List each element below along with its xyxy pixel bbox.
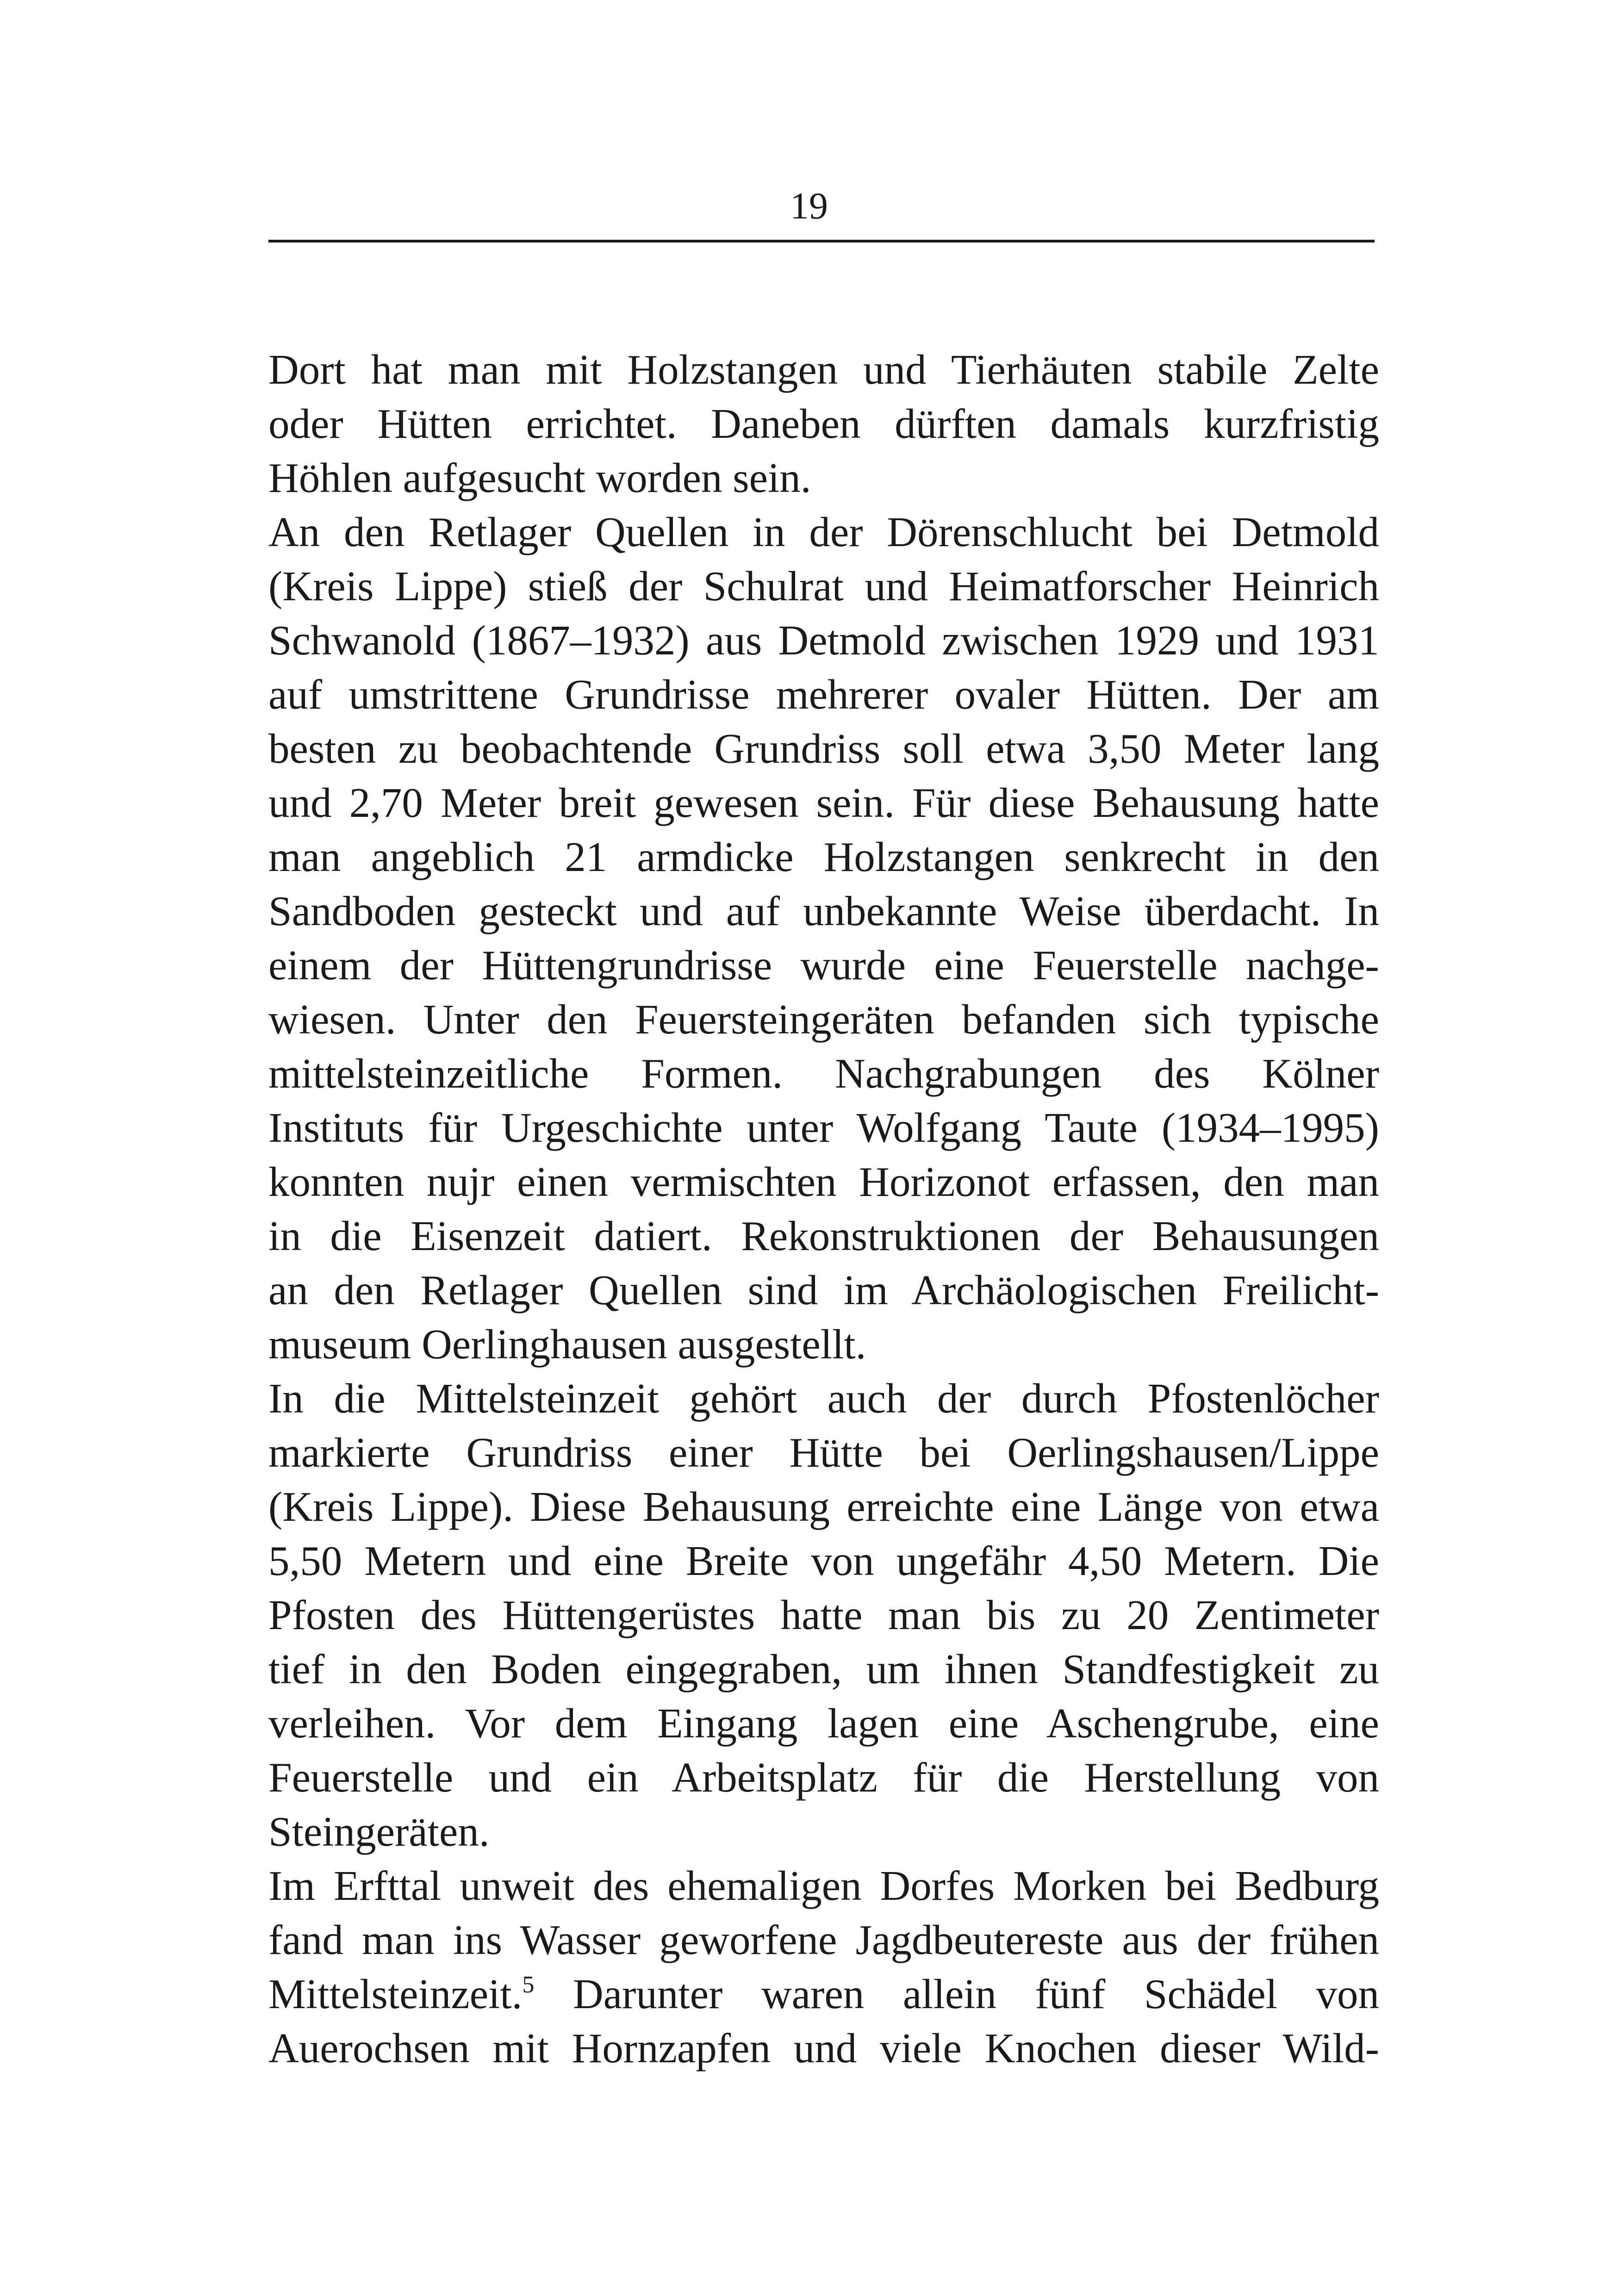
text-line-content: tief in den Boden eingegraben, um ihnen Standfestigkeit zu	[268, 1646, 1379, 1692]
text-line	[268, 397, 1379, 451]
text-line-content: (Kreis Lippe) stieß der Schulrat und Heimatforscher Heinrich	[268, 563, 1379, 610]
text-line-content: Im Erfttal unweit des ehemaligen Dorfes Morken bei Bedburg	[268, 1862, 1379, 1909]
body-text	[268, 342, 1379, 2075]
text-line-content: Sandboden gesteckt und auf unbekannte Weise überdacht. In	[268, 888, 1379, 934]
header-rule	[268, 240, 1375, 243]
text-line	[268, 1425, 1379, 1480]
page-number: 19	[790, 185, 828, 227]
text-line	[268, 505, 1379, 559]
text-line-content: Höhlen aufgesucht worden sein.	[268, 454, 811, 501]
text-line-content: und 2,70 Meter breit gewesen sein. Für diese Behausung hatte	[268, 779, 1379, 826]
text-line-content: Steingeräten.	[268, 1808, 490, 1855]
text-line	[268, 938, 1379, 992]
text-line	[268, 342, 1379, 397]
text-line	[268, 613, 1379, 667]
text-line-content: Pfosten des Hüttengerüstes hatte man bis zu 20 Zentimeter	[268, 1592, 1379, 1638]
text-line-content: museum Oerlinghausen ausgestellt.	[268, 1321, 866, 1368]
text-line-content: mittelsteinzeitliche Formen. Nachgrabungen des Kölner	[268, 1050, 1379, 1097]
text-line-content: In die Mittelsteinzeit gehört auch der durch Pfostenlöcher	[268, 1375, 1379, 1422]
text-line-content: Schwanold (1867–1932) aus Detmold zwischen 1929 und 1931	[268, 617, 1379, 664]
text-line-content: Instituts für Urgeschichte unter Wolfgang Taute (1934–1995)	[268, 1104, 1379, 1151]
text-line	[268, 667, 1379, 722]
text-line-content: markierte Grundriss einer Hütte bei Oerlingshausen/Lippe	[268, 1429, 1379, 1476]
text-line	[268, 1371, 1379, 1425]
text-line-content: fand man ins Wasser geworfene Jagdbeutereste aus der frühen	[268, 1916, 1379, 1963]
text-line-content: An den Retlager Quellen in der Dörenschlucht bei Detmold	[268, 509, 1379, 555]
text-line	[268, 1642, 1379, 1696]
text-line-content: in die Eisenzeit datiert. Rekonstruktionen der Behausungen	[268, 1213, 1379, 1259]
text-line	[268, 1155, 1379, 1209]
text-line-content: auf umstrittene Grundrisse mehrerer ovaler Hütten. Der am	[268, 671, 1379, 718]
text-line-content: Auerochsen mit Hornzapfen und viele Knochen dieser Wild-	[268, 2025, 1379, 2072]
text-line-content: oder Hütten errichtet. Daneben dürften damals kurzfristig	[268, 400, 1379, 447]
text-line	[268, 1967, 1379, 2021]
text-line	[268, 1263, 1379, 1317]
footnote-marker: 5	[522, 1972, 535, 1998]
text-line	[268, 1588, 1379, 1642]
text-line	[268, 776, 1379, 830]
text-line	[268, 884, 1379, 938]
text-line	[268, 1480, 1379, 1534]
text-line-content: einem der Hüttengrundrisse wurde eine Feuerstelle nachge-	[268, 942, 1379, 989]
text-line	[268, 830, 1379, 884]
text-line	[268, 1046, 1379, 1101]
text-line-continuation: Darunter waren allein fünf Schädel von	[534, 1971, 1379, 2017]
text-line	[268, 1534, 1379, 1588]
text-line-content: an den Retlager Quellen sind im Archäologischen Freilicht-	[268, 1267, 1379, 1313]
text-line	[268, 451, 1379, 505]
text-line	[268, 1696, 1379, 1750]
text-line-content: verleihen. Vor dem Eingang lagen eine Aschengrube, eine	[268, 1700, 1379, 1747]
text-line-content: Feuerstelle und ein Arbeitsplatz für die Herstellung von	[268, 1754, 1379, 1801]
text-line-content: (Kreis Lippe). Diese Behausung erreichte eine Länge von etwa	[268, 1483, 1379, 1530]
text-line-content: wiesen. Unter den Feuersteingeräten befanden sich typische	[268, 996, 1379, 1043]
text-line	[268, 1209, 1379, 1263]
text-line	[268, 1859, 1379, 1913]
text-line-content: 5,50 Metern und eine Breite von ungefähr 4,50 Metern. Die	[268, 1537, 1379, 1584]
text-line-content: konnten nujr einen vermischten Horizonot erfassen, den man	[268, 1158, 1379, 1205]
text-line	[268, 1750, 1379, 1804]
text-line	[268, 2021, 1379, 2075]
text-line	[268, 1804, 1379, 1859]
text-line	[268, 559, 1379, 613]
text-line	[268, 722, 1379, 776]
text-line	[268, 992, 1379, 1046]
text-line-content: Mittelsteinzeit.	[268, 1971, 523, 2017]
text-line-content: Dort hat man mit Holzstangen und Tierhäuten stabile Zelte	[268, 346, 1379, 393]
text-line-content: besten zu beobachtende Grundriss soll etwa 3,50 Meter lang	[268, 725, 1379, 772]
text-line	[268, 1913, 1379, 1967]
text-line-content: man angeblich 21 armdicke Holzstangen senkrecht in den	[268, 834, 1379, 880]
text-line	[268, 1317, 1379, 1371]
text-line	[268, 1101, 1379, 1155]
